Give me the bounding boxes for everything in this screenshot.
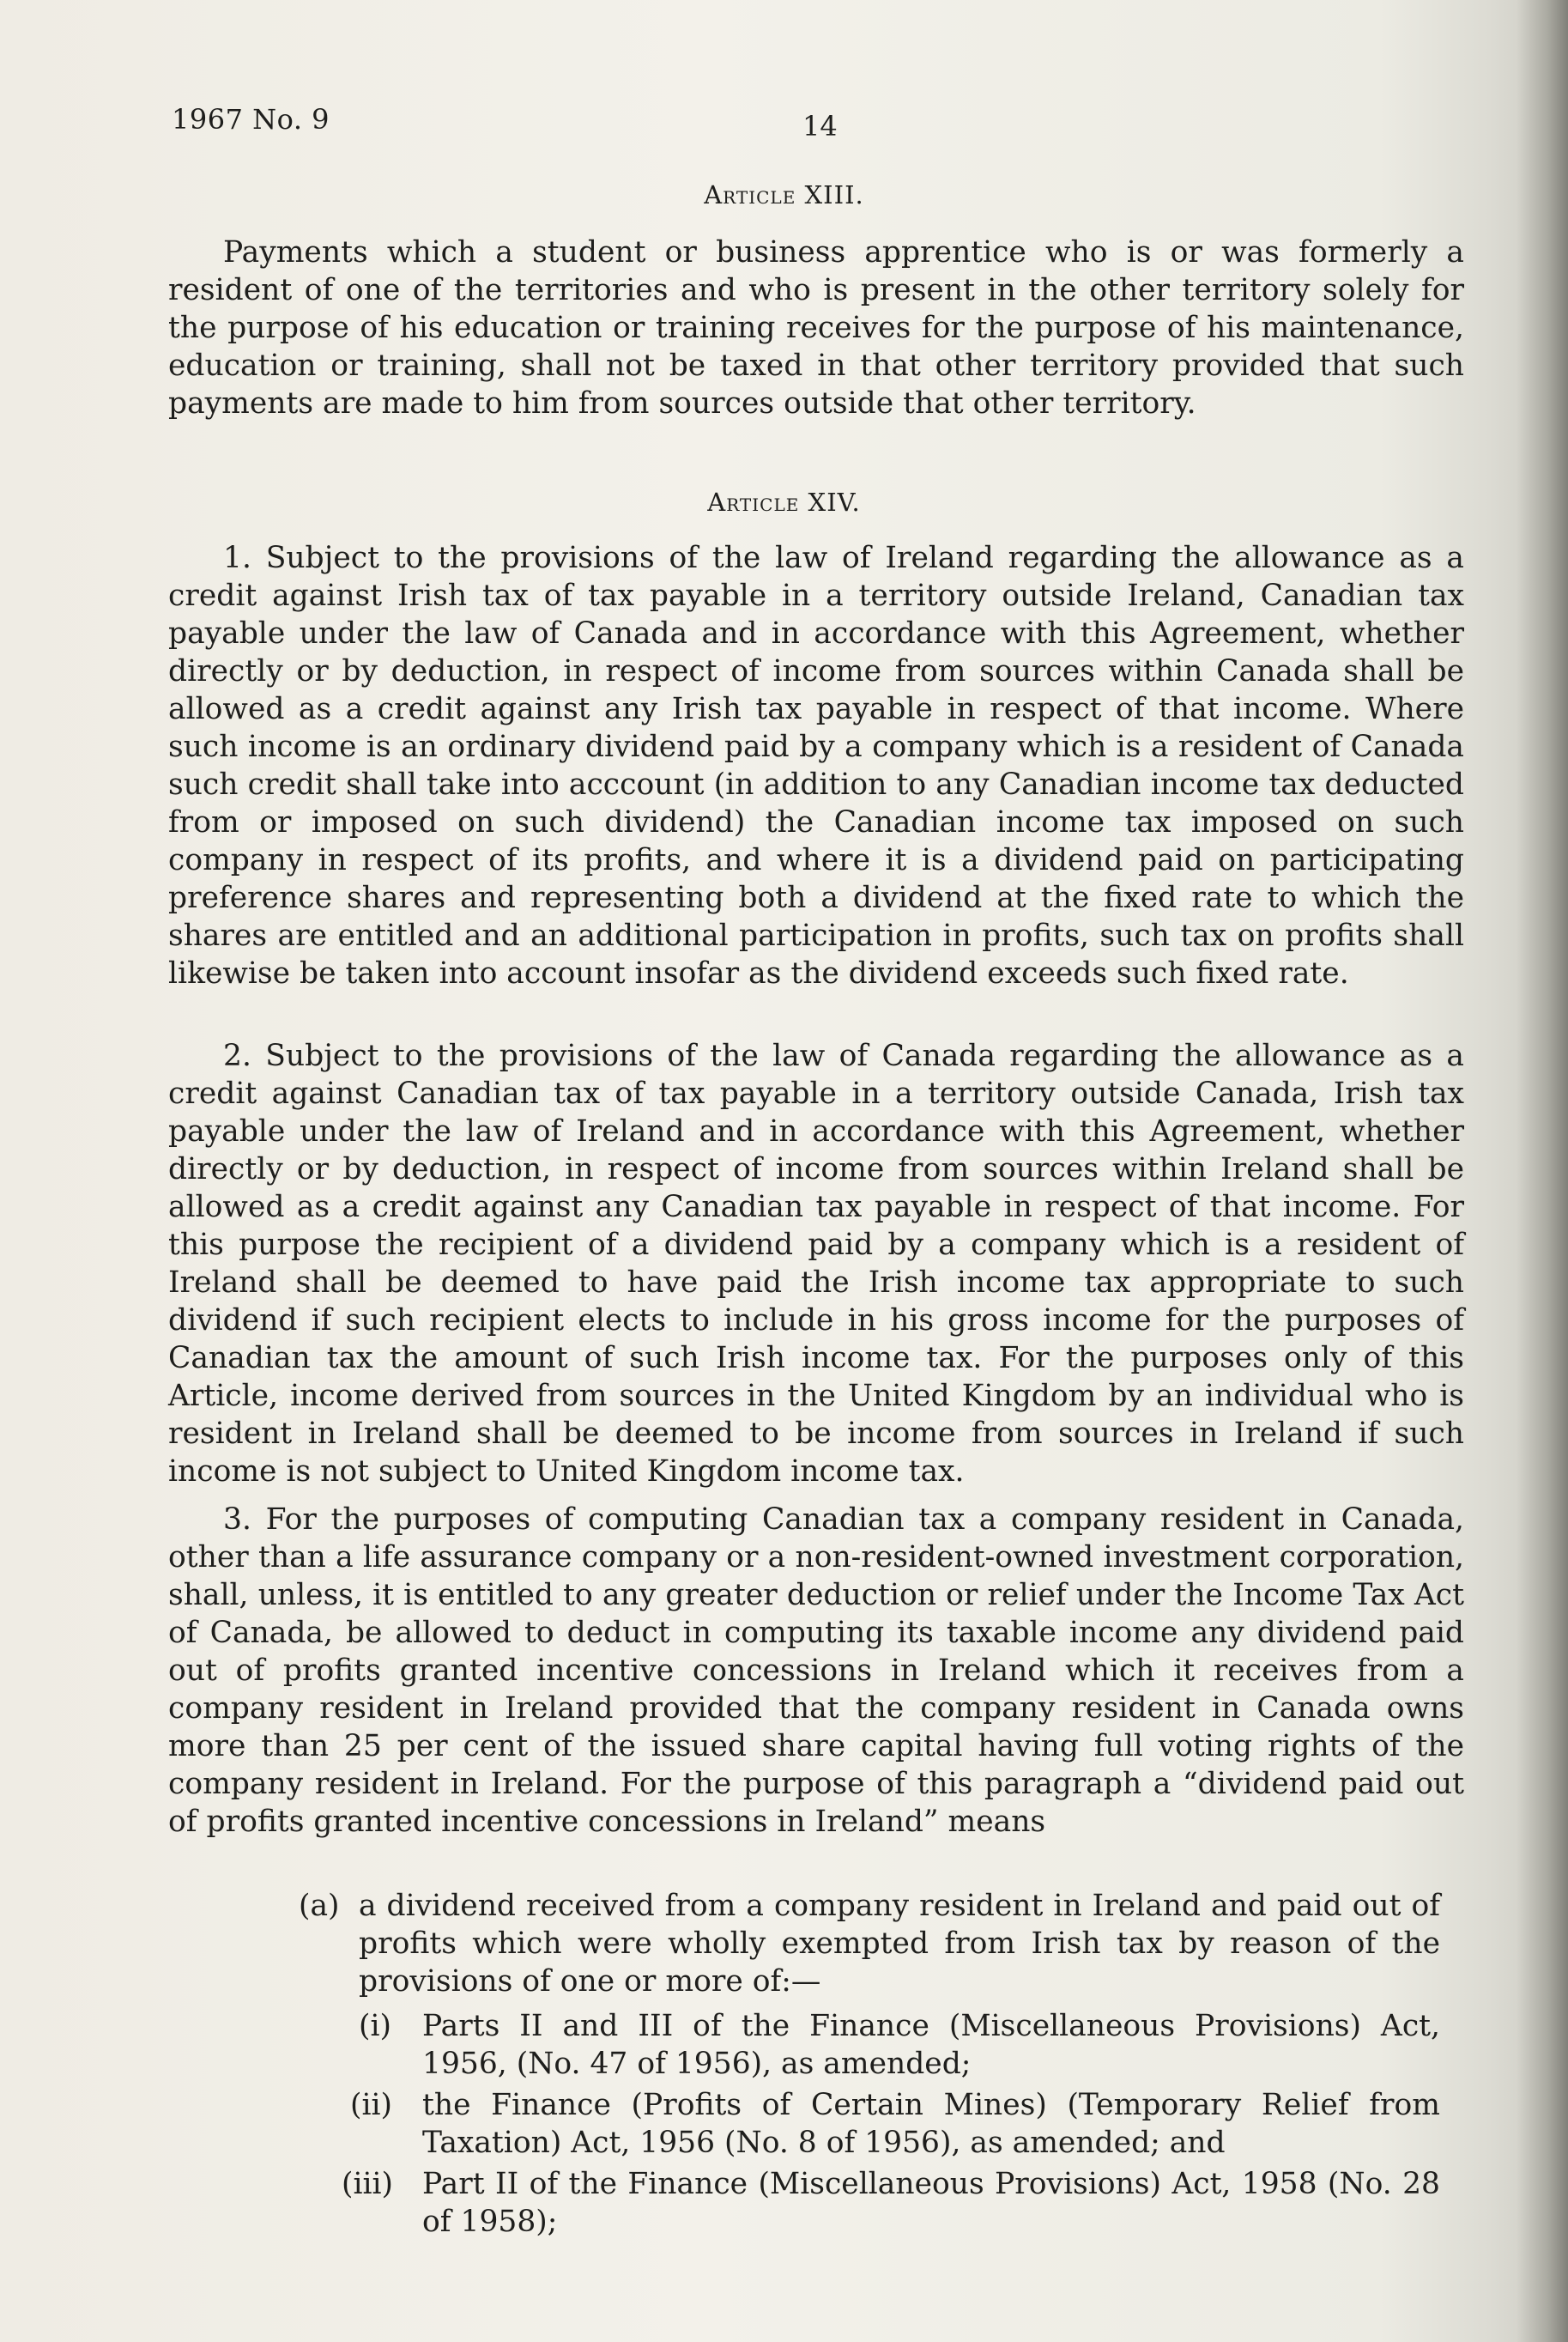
article-13-heading: Article XIII. [704,180,864,209]
binding-gutter-shadow [1517,0,1568,2342]
page-number: 14 [802,110,838,143]
list-item-i-marker: (i) [359,2009,391,2043]
document-reference: 1967 No. 9 [172,103,330,136]
article-14-paragraph-1: 1. Subject to the provisions of the law of Ireland regarding the allowance as a credit against Irish tax of tax payable in a territory outside Ireland, Canadian tax payable under the law of Canada and in accordance with this Agreement, whether directly or by deduction, in respect of income from sources within Canada shall be allowed as a credit against any Irish tax payable in respect of that income. Where such income is an ordinary dividend paid by a company which is a resident of Canada such credit shall take into acccount (in addition to any Canadian income tax deducted from or imposed on such dividend) the Canadian income tax imposed on such company in respect of its profits, and where it is a dividend paid on participating preference shares and representing both a dividend at the fixed rate to which the shares are entitled and an additional participation in profits, such tax on profits shall likewise be taken into account insofar as the dividend exceeds such fixed rate. [168,541,1464,991]
article-13-body [168,234,1464,422]
list-item-a-text: a dividend received from a company resident in Ireland and paid out of profits which were wholly exempted from Irish tax by reason of the provisions of one or more of:— [359,1889,1440,1999]
article-14-paragraph-1-block [168,539,1464,992]
article-14-paragraph-2: 2. Subject to the provisions of the law of Canada regarding the allowance as a credit against Canadian tax of tax payable in a territory outside Canada, Irish tax payable under the law of Ireland and in accordance with this Agreement, whether directly or by deduction, in respect of income from sources within Ireland shall be allowed as a credit against any Canadian tax payable in respect of that income. For this purpose the recipient of a dividend paid by a company which is a resident of Ireland shall be deemed to have paid the Irish income tax appropriate to such dividend if such recipient elects to include in his gross income for the purposes of Canadian tax the amount of such Irish income tax. For the purposes only of this Article, income derived from sources in the United Kingdom by an individual who is resident in Ireland shall be deemed to be income from sources in Ireland if such income is not subject to United Kingdom income tax. [168,1039,1464,1489]
article-14-paragraph-3-block [168,1501,1464,1841]
list-item-iii-marker: (iii) [342,2167,394,2201]
article-13-paragraph: Payments which a student or business apprentice who is or was formerly a resident of one of the territories and who is present in the other territory solely for the purpose of his education or training receives for the purpose of his maintenance, education or training, shall not be taxed in that other territory provided that such payments are made to him from sources outside that other territory. [168,235,1464,421]
list-item-ii-marker: (ii) [350,2088,392,2122]
article-14-heading: Article XIV. [707,488,861,517]
article-14-paragraph-3: 3. For the purposes of computing Canadian tax a company resident in Canada, other than a life assurance company or a non-resident-owned investment corporation, shall, unless, it is entitled to any greater deduction or relief under the Income Tax Act of Canada, be allowed to deduct in computing its taxable income any dividend paid out of profits granted incentive concessions in Ireland which it receives from a company resident in Ireland provided that the company resident in Canada owns more than 25 per cent of the issued share capital having full voting rights of the company resident in Ireland. For the purpose of this paragraph a “dividend paid out of profits granted incentive concessions in Ireland” means [168,1502,1464,1839]
list-item-ii-text: the Finance (Profits of Certain Mines) (Temporary Relief from Taxation) Act, 1956 (No. 8 of 1956), as amended; and [422,2088,1440,2160]
list-item-a-marker: (a) [299,1889,340,1923]
list-item-i-text: Parts II and III of the Finance (Miscellaneous Provisions) Act, 1956, (No. 47 of 1956), as amended; [422,2009,1440,2081]
list-item-iii-text: Part II of the Finance (Miscellaneous Provisions) Act, 1958 (No. 28 of 1958); [422,2167,1440,2239]
article-14-paragraph-2-block [168,1037,1464,1490]
